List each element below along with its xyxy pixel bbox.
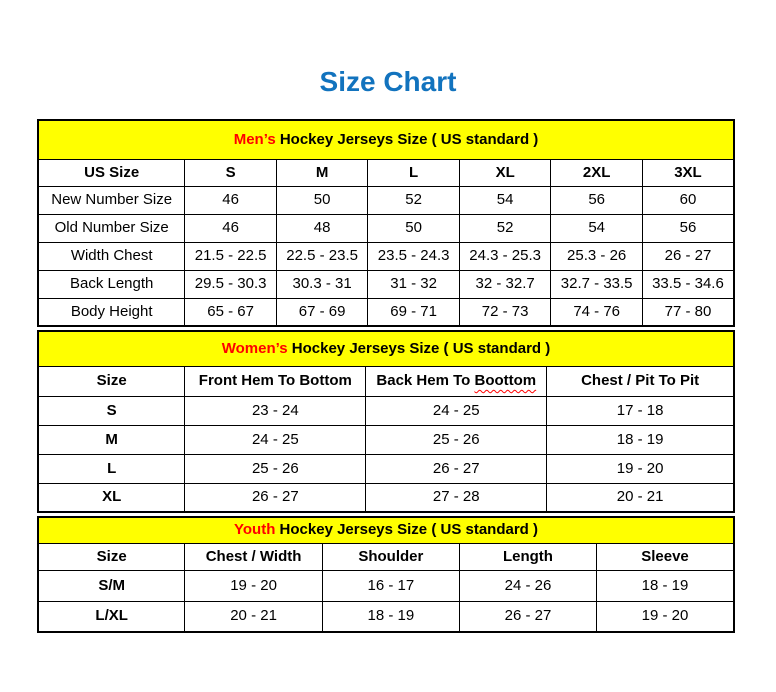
mens-cell: 46 (185, 214, 277, 242)
womens-cell: 23 - 24 (185, 396, 366, 425)
mens-cell: 24.3 - 25.3 (459, 242, 551, 270)
womens-column-header-1: Front Hem To Bottom (185, 366, 366, 396)
youth-column-header-1: Chest / Width (185, 543, 322, 570)
mens-cell: 21.5 - 22.5 (185, 242, 277, 270)
misspelled-word: Boottom (474, 372, 537, 390)
womens-row-0 (38, 396, 734, 425)
womens-size-table (37, 330, 735, 513)
mens-cell: 26 - 27 (642, 242, 734, 270)
mens-cell: 50 (368, 214, 460, 242)
youth-row-0 (38, 570, 734, 601)
mens-cell: 69 - 71 (368, 298, 460, 326)
youth-cell: 19 - 20 (185, 570, 322, 601)
womens-banner (38, 331, 734, 366)
mens-size-table (37, 119, 735, 327)
womens-cell: 26 - 27 (366, 454, 547, 483)
mens-row-label: Back Length (38, 270, 185, 298)
mens-column-header-3: L (368, 159, 460, 186)
mens-cell: 72 - 73 (459, 298, 551, 326)
youth-banner (38, 517, 734, 543)
womens-cell: 17 - 18 (547, 396, 734, 425)
youth-size-table (37, 516, 735, 633)
size-tables-container (37, 119, 735, 633)
womens-cell: 20 - 21 (547, 483, 734, 512)
mens-cell: 48 (276, 214, 368, 242)
womens-row-2 (38, 454, 734, 483)
mens-cell: 65 - 67 (185, 298, 277, 326)
mens-banner (38, 120, 734, 159)
womens-cell: 24 - 25 (185, 425, 366, 454)
mens-cell: 60 (642, 186, 734, 214)
youth-column-header-3: Length (459, 543, 596, 570)
womens-row-label: M (38, 425, 185, 454)
mens-cell: 25.3 - 26 (551, 242, 643, 270)
mens-column-header-2: M (276, 159, 368, 186)
womens-banner-highlight: Women’s (221, 339, 288, 357)
mens-cell: 30.3 - 31 (276, 270, 368, 298)
youth-banner-highlight: Youth (234, 521, 276, 539)
mens-cell: 32.7 - 33.5 (551, 270, 643, 298)
womens-cell: 27 - 28 (366, 483, 547, 512)
womens-row-3 (38, 483, 734, 512)
mens-cell: 54 (551, 214, 643, 242)
youth-banner-text: Hockey Jerseys Size ( US standard ) (279, 521, 538, 539)
mens-cell: 67 - 69 (276, 298, 368, 326)
youth-cell: 24 - 26 (459, 570, 596, 601)
mens-cell: 56 (551, 186, 643, 214)
youth-cell: 18 - 19 (597, 570, 734, 601)
womens-cell: 25 - 26 (366, 425, 547, 454)
mens-row-3 (38, 270, 734, 298)
womens-cell: 25 - 26 (185, 454, 366, 483)
mens-cell: 77 - 80 (642, 298, 734, 326)
mens-column-header-5: 2XL (551, 159, 643, 186)
mens-column-header-0: US Size (38, 159, 185, 186)
mens-cell: 50 (276, 186, 368, 214)
mens-column-header-4: XL (459, 159, 551, 186)
mens-row-label: Old Number Size (38, 214, 185, 242)
page-title: Size Chart (319, 66, 457, 97)
mens-banner-highlight: Men’s (233, 130, 276, 148)
womens-banner-text: Hockey Jerseys Size ( US standard ) (291, 339, 551, 357)
womens-cell: 18 - 19 (547, 425, 734, 454)
mens-cell: 46 (185, 186, 277, 214)
womens-row-label: L (38, 454, 185, 483)
mens-cell: 54 (459, 186, 551, 214)
youth-cell: 26 - 27 (459, 601, 596, 632)
youth-column-header-2: Shoulder (322, 543, 459, 570)
womens-cell: 26 - 27 (185, 483, 366, 512)
womens-row-1 (38, 425, 734, 454)
mens-cell: 74 - 76 (551, 298, 643, 326)
youth-row-label: L/XL (38, 601, 185, 632)
youth-column-header-0: Size (38, 543, 185, 570)
mens-row-1 (38, 214, 734, 242)
youth-cell: 18 - 19 (322, 601, 459, 632)
mens-cell: 22.5 - 23.5 (276, 242, 368, 270)
mens-cell: 52 (368, 186, 460, 214)
mens-column-header-6: 3XL (642, 159, 734, 186)
mens-row-label: Body Height (38, 298, 185, 326)
youth-row-1 (38, 601, 734, 632)
youth-cell: 20 - 21 (185, 601, 322, 632)
womens-column-header-3: Chest / Pit To Pit (547, 366, 734, 396)
mens-row-4 (38, 298, 734, 326)
mens-cell: 52 (459, 214, 551, 242)
mens-cell: 31 - 32 (368, 270, 460, 298)
mens-row-label: Width Chest (38, 242, 185, 270)
mens-row-0 (38, 186, 734, 214)
mens-cell: 33.5 - 34.6 (642, 270, 734, 298)
mens-cell: 56 (642, 214, 734, 242)
mens-row-label: New Number Size (38, 186, 185, 214)
mens-column-header-1: S (185, 159, 277, 186)
womens-row-label: XL (38, 483, 185, 512)
youth-row-label: S/M (38, 570, 185, 601)
mens-cell: 29.5 - 30.3 (185, 270, 277, 298)
mens-row-2 (38, 242, 734, 270)
womens-cell: 19 - 20 (547, 454, 734, 483)
mens-cell: 32 - 32.7 (459, 270, 551, 298)
womens-cell: 24 - 25 (366, 396, 547, 425)
womens-column-header-2: Back Hem To Boottom (366, 366, 547, 396)
youth-column-header-4: Sleeve (597, 543, 734, 570)
youth-cell: 16 - 17 (322, 570, 459, 601)
womens-column-header-0: Size (38, 366, 185, 396)
youth-cell: 19 - 20 (597, 601, 734, 632)
womens-row-label: S (38, 396, 185, 425)
mens-banner-text: Hockey Jerseys Size ( US standard ) (279, 130, 539, 148)
mens-cell: 23.5 - 24.3 (368, 242, 460, 270)
